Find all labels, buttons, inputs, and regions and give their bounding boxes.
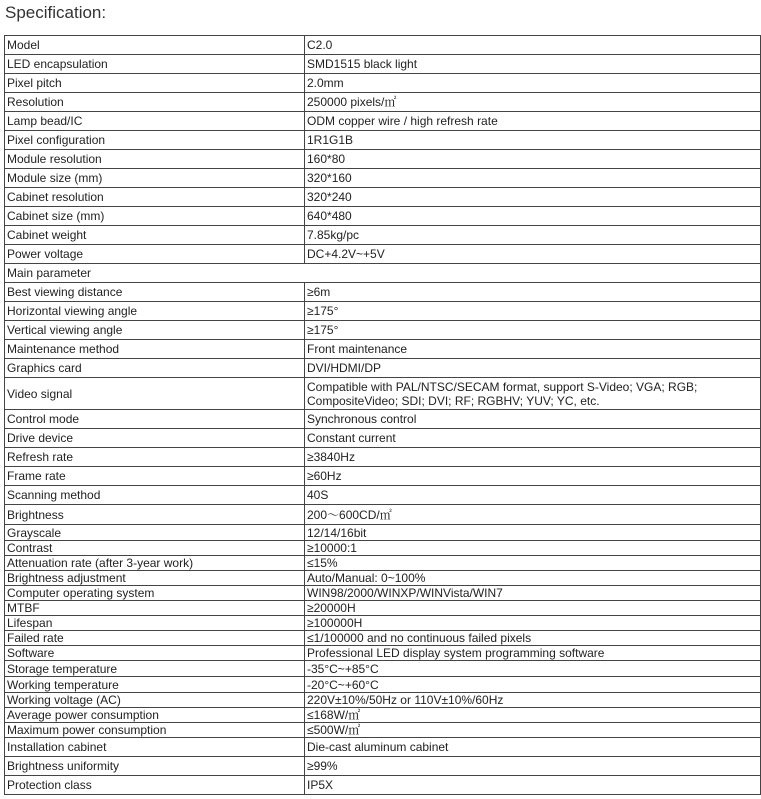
spec-value-cell: 320*160 <box>305 169 761 188</box>
spec-label-cell: Maximum power consumption <box>5 723 305 738</box>
spec-value-cell: ≤500W/㎡ <box>305 723 761 738</box>
table-row <box>5 93 761 112</box>
spec-label-cell: Cabinet resolution <box>5 188 305 207</box>
spec-label-cell: Cabinet weight <box>5 226 305 245</box>
spec-label-cell: Working temperature <box>5 677 305 693</box>
spec-label-cell: Resolution <box>5 93 305 112</box>
table-row <box>5 631 761 646</box>
table-row <box>5 378 761 410</box>
spec-label-cell: Drive device <box>5 429 305 448</box>
spec-value-cell: Professional LED display system programming software <box>305 646 761 661</box>
spec-value-cell: ≥99% <box>305 757 761 776</box>
spec-label-cell: LED encapsulation <box>5 55 305 74</box>
spec-value-cell: Front maintenance <box>305 340 761 359</box>
spec-value-cell: ≥60Hz <box>305 467 761 486</box>
table-row <box>5 321 761 340</box>
spec-label-cell: Frame rate <box>5 467 305 486</box>
spec-value-cell: 250000 pixels/㎡ <box>305 93 761 112</box>
table-row <box>5 207 761 226</box>
table-row <box>5 302 761 321</box>
table-row <box>5 601 761 616</box>
spec-label-cell: Cabinet size (mm) <box>5 207 305 226</box>
spec-label-cell: Module resolution <box>5 150 305 169</box>
table-row <box>5 505 761 525</box>
spec-label-cell: Brightness adjustment <box>5 571 305 586</box>
table-row <box>5 131 761 150</box>
spec-value-cell: SMD1515 black light <box>305 55 761 74</box>
spec-value-cell: ≥175° <box>305 321 761 340</box>
spec-value-cell: 2.0mm <box>305 74 761 93</box>
spec-value-cell: IP5X <box>305 776 761 795</box>
spec-value-cell: 220V±10%/50Hz or 110V±10%/60Hz <box>305 693 761 708</box>
table-row <box>5 693 761 708</box>
table-row <box>5 36 761 55</box>
spec-label-cell: Pixel configuration <box>5 131 305 150</box>
spec-label-cell: Refresh rate <box>5 448 305 467</box>
spec-value-cell: Synchronous control <box>305 410 761 429</box>
spec-label-cell: Failed rate <box>5 631 305 646</box>
spec-label-cell: Protection class <box>5 776 305 795</box>
table-row <box>5 616 761 631</box>
table-row <box>5 150 761 169</box>
table-row <box>5 264 761 283</box>
spec-label-cell: Video signal <box>5 378 305 410</box>
spec-label-cell: Storage temperature <box>5 661 305 677</box>
spec-value-cell: ≥10000:1 <box>305 541 761 556</box>
spec-value-cell: ≤168W/㎡ <box>305 708 761 723</box>
table-row <box>5 646 761 661</box>
table-row <box>5 283 761 302</box>
spec-label-cell: Vertical viewing angle <box>5 321 305 340</box>
spec-value-cell: ≤1/100000 and no continuous failed pixels <box>305 631 761 646</box>
table-row <box>5 410 761 429</box>
table-row <box>5 169 761 188</box>
spec-value-cell: -20°C~+60°C <box>305 677 761 693</box>
spec-value-cell: Die-cast aluminum cabinet <box>305 738 761 757</box>
spec-value-cell: 1R1G1B <box>305 131 761 150</box>
spec-label-cell: Horizontal viewing angle <box>5 302 305 321</box>
table-row <box>5 586 761 601</box>
spec-value-cell: ≥100000H <box>305 616 761 631</box>
spec-label-cell: Attenuation rate (after 3-year work) <box>5 556 305 571</box>
spec-label-cell: Grayscale <box>5 525 305 541</box>
spec-value-cell: DC+4.2V~+5V <box>305 245 761 264</box>
table-row <box>5 486 761 505</box>
spec-label-cell: Computer operating system <box>5 586 305 601</box>
table-row <box>5 448 761 467</box>
spec-value-cell: Constant current <box>305 429 761 448</box>
spec-label-cell: Lifespan <box>5 616 305 631</box>
spec-value-cell: Auto/Manual: 0~100% <box>305 571 761 586</box>
spec-label-cell: Scanning method <box>5 486 305 505</box>
spec-label-cell: Working voltage (AC) <box>5 693 305 708</box>
table-row <box>5 776 761 795</box>
table-row <box>5 525 761 541</box>
spec-label-cell: Module size (mm) <box>5 169 305 188</box>
spec-value-cell: ≥175° <box>305 302 761 321</box>
table-row <box>5 708 761 723</box>
spec-label-cell: Software <box>5 646 305 661</box>
spec-value-cell: 40S <box>305 486 761 505</box>
spec-value-cell: ODM copper wire / high refresh rate <box>305 112 761 131</box>
spec-value-cell: Compatible with PAL/NTSC/SECAM format, support S-Video; VGA; RGB; CompositeVideo; SDI; DVI; RF; RGBHV; YUV; YC, etc. <box>305 378 761 410</box>
spec-value-cell: -35°C~+85°C <box>305 661 761 677</box>
table-row <box>5 571 761 586</box>
spec-value-cell: ≥6m <box>305 283 761 302</box>
spec-value-cell: WIN98/2000/WINXP/WINVista/WIN7 <box>305 586 761 601</box>
spec-label-cell: Graphics card <box>5 359 305 378</box>
spec-label-cell: Lamp bead/IC <box>5 112 305 131</box>
table-row <box>5 112 761 131</box>
spec-value-cell: ≤15% <box>305 556 761 571</box>
spec-label-cell: MTBF <box>5 601 305 616</box>
spec-label-cell: Average power consumption <box>5 708 305 723</box>
spec-label-cell: Brightness uniformity <box>5 757 305 776</box>
spec-value-cell: 7.85kg/pc <box>305 226 761 245</box>
spec-label-cell: Pixel pitch <box>5 74 305 93</box>
page-title: Specification: <box>5 3 107 22</box>
spec-label-cell: Contrast <box>5 541 305 556</box>
spec-label-cell: Maintenance method <box>5 340 305 359</box>
spec-label-cell: Power voltage <box>5 245 305 264</box>
spec-value-cell: DVI/HDMI/DP <box>305 359 761 378</box>
specification-table <box>4 35 761 795</box>
spec-label-cell: Installation cabinet <box>5 738 305 757</box>
spec-label-cell: Brightness <box>5 505 305 525</box>
spec-value-cell: 320*240 <box>305 188 761 207</box>
table-row <box>5 188 761 207</box>
spec-value-cell: C2.0 <box>305 36 761 55</box>
spec-value-cell: 640*480 <box>305 207 761 226</box>
table-row <box>5 74 761 93</box>
table-row <box>5 723 761 738</box>
table-row <box>5 541 761 556</box>
spec-value-cell: ≥20000H <box>305 601 761 616</box>
section-heading-cell: Main parameter <box>5 264 761 283</box>
table-row <box>5 757 761 776</box>
spec-label-cell: Control mode <box>5 410 305 429</box>
spec-value-cell: 160*80 <box>305 150 761 169</box>
specification-table-body <box>5 36 761 795</box>
table-row <box>5 677 761 693</box>
spec-value-cell: 200～600CD/㎡ <box>305 505 761 525</box>
table-row <box>5 359 761 378</box>
table-row <box>5 340 761 359</box>
spec-value-cell: 12/14/16bit <box>305 525 761 541</box>
table-row <box>5 661 761 677</box>
table-row <box>5 429 761 448</box>
spec-label-cell: Best viewing distance <box>5 283 305 302</box>
table-row <box>5 245 761 264</box>
table-row <box>5 738 761 757</box>
table-row <box>5 55 761 74</box>
table-row <box>5 226 761 245</box>
spec-value-cell: ≥3840Hz <box>305 448 761 467</box>
spec-label-cell: Model <box>5 36 305 55</box>
table-row <box>5 556 761 571</box>
table-row <box>5 467 761 486</box>
